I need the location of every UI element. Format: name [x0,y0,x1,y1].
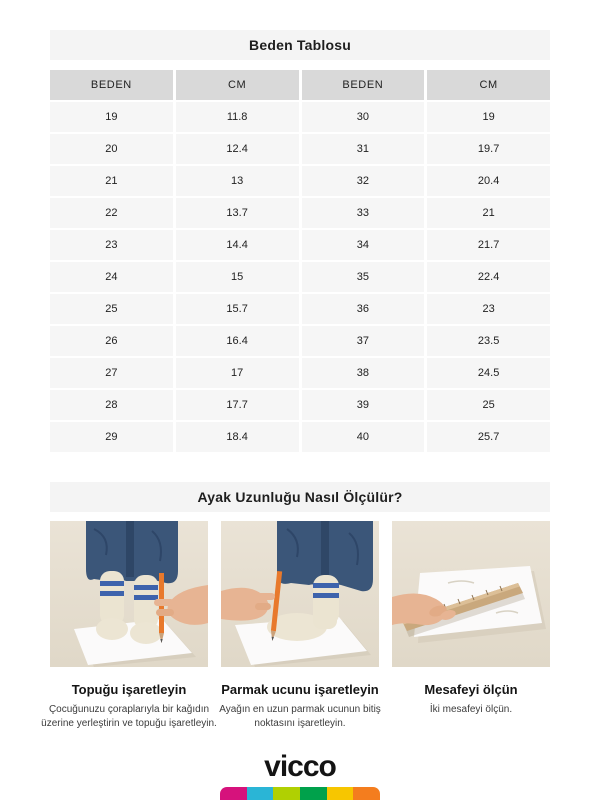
table-cell: 21 [50,166,173,196]
table-cell: 24 [50,262,173,292]
column-header: CM [176,70,299,100]
step-heading: Parmak ucunu işaretleyin [221,682,379,697]
table-cell: 20 [50,134,173,164]
step-description: İki mesafeyi ölçün. [429,704,513,715]
step-heading: Topuğu işaretleyin [71,682,187,697]
table-cell: 28 [50,390,173,420]
table-cell: 21.7 [427,230,550,260]
table-cell: 23 [50,230,173,260]
step-photo [50,521,208,667]
table-cell: 32 [302,166,425,196]
table-cell: 13 [176,166,299,196]
table-cell: 37 [302,326,425,356]
column-header: BEDEN [50,70,173,100]
table-cell: 34 [302,230,425,260]
measure-distance-photo [392,521,550,667]
table-cell: 19 [50,102,173,132]
step-description: Çocuğunuzu çoraplarıyla bir kağıdın üzerine yerleştirin ve topuğu işaretleyin. [41,704,217,729]
table-cell: 24.5 [427,358,550,388]
table-cell: 23 [427,294,550,324]
table-cell: 14.4 [176,230,299,260]
table-cell: 39 [302,390,425,420]
rainbow-segment [327,787,354,800]
table-cell: 25.7 [427,422,550,452]
brand-footer [0,748,600,786]
table-cell: 20.4 [427,166,550,196]
table-cell: 31 [302,134,425,164]
step-photo [392,521,550,667]
table-cell: 22 [50,198,173,228]
step-heading: Mesafeyi ölçün [424,682,518,697]
step-mark-heel [41,521,217,730]
measure-steps [41,521,550,730]
step-description: Ayağın en uzun parmak ucunun bitiş noktasını işaretleyin. [219,704,381,729]
rainbow-segment [220,787,247,800]
table-cell: 17 [176,358,299,388]
mark-toe-photo [221,521,379,667]
table-cell: 25 [50,294,173,324]
column-header: CM [427,70,550,100]
table-cell: 29 [50,422,173,452]
rainbow-segment [300,787,327,800]
table-cell: 17.7 [176,390,299,420]
size-table-title-bar [50,30,550,60]
table-cell: 22.4 [427,262,550,292]
step-photo [221,521,379,667]
table-cell: 23.5 [427,326,550,356]
measure-section-title-bar [50,482,550,512]
measure-section-title: Ayak Uzunluğu Nasıl Ölçülür? [197,489,403,505]
mark-heel-photo [50,521,208,667]
table-cell: 13.7 [176,198,299,228]
size-table [50,70,550,452]
table-cell: 19.7 [427,134,550,164]
brand-rainbow-bar [220,787,380,800]
table-cell: 12.4 [176,134,299,164]
size-table-title: Beden Tablosu [249,37,351,53]
table-cell: 25 [427,390,550,420]
table-cell: 36 [302,294,425,324]
table-cell: 27 [50,358,173,388]
rainbow-segment [247,787,274,800]
rainbow-segment [273,787,300,800]
step-mark-toe [221,521,379,730]
table-cell: 38 [302,358,425,388]
table-cell: 15 [176,262,299,292]
table-cell: 19 [427,102,550,132]
step-measure [392,521,550,730]
column-header: BEDEN [302,70,425,100]
table-cell: 30 [302,102,425,132]
table-cell: 33 [302,198,425,228]
table-cell: 11.8 [176,102,299,132]
table-cell: 18.4 [176,422,299,452]
table-cell: 15.7 [176,294,299,324]
table-cell: 35 [302,262,425,292]
table-cell: 40 [302,422,425,452]
brand-logo: vicco [264,750,336,783]
table-cell: 21 [427,198,550,228]
table-cell: 16.4 [176,326,299,356]
table-cell: 26 [50,326,173,356]
rainbow-segment [353,787,380,800]
